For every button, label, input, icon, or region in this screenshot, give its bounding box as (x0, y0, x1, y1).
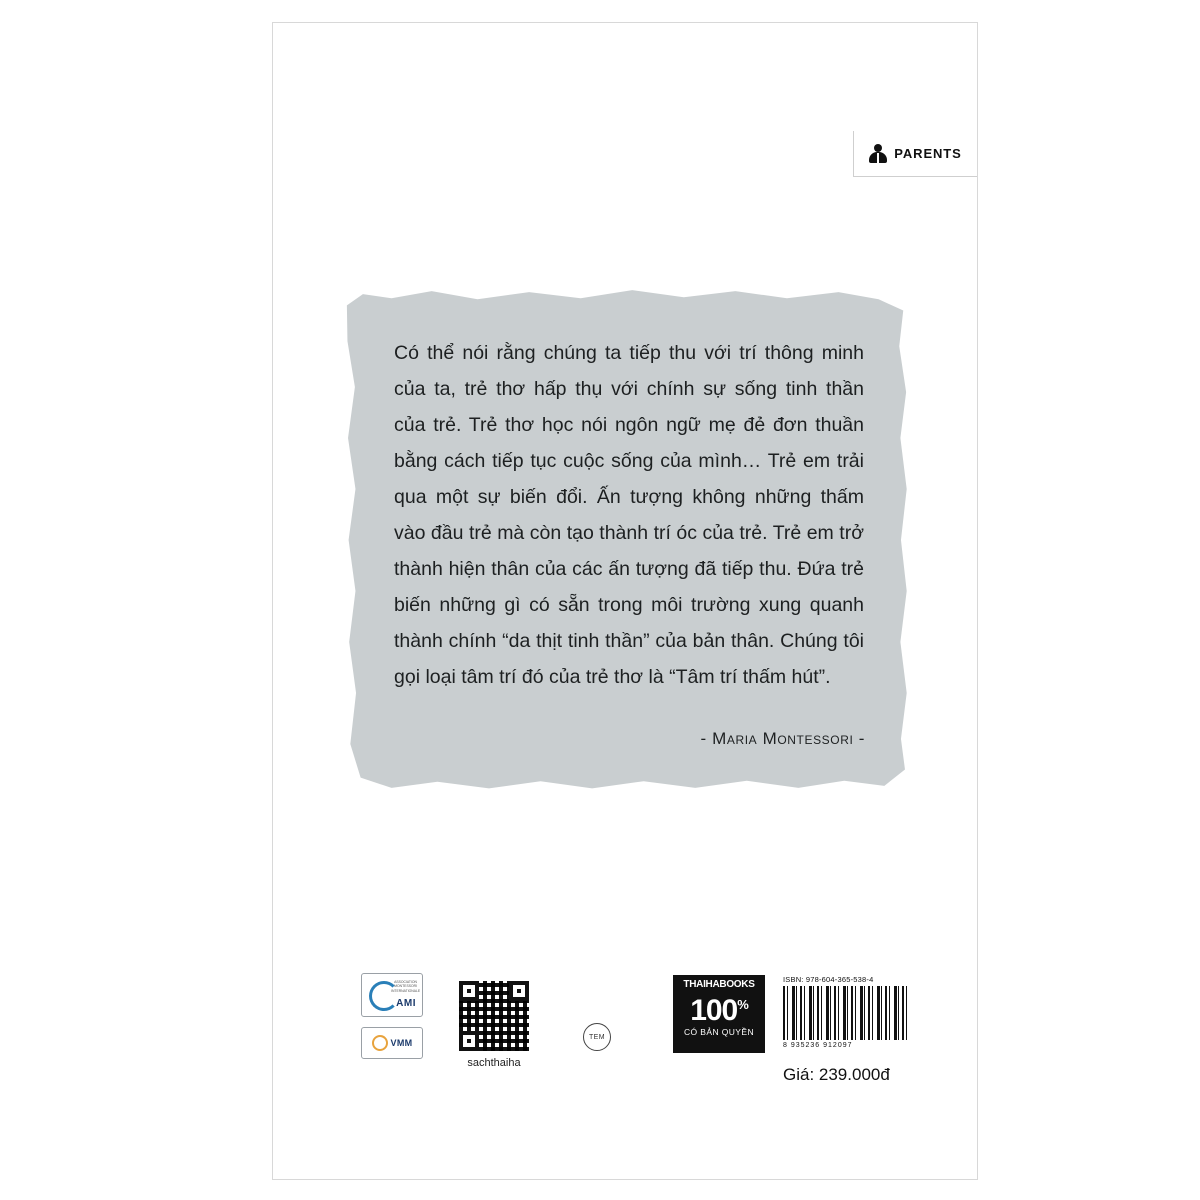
certification-badges (361, 973, 427, 1059)
ami-badge-icon (361, 973, 423, 1017)
qr-caption: sachthaiha (467, 1057, 521, 1069)
price-label: Giá: 239.000đ (783, 1065, 890, 1084)
isbn-text: ISBN: 978-604-365-538-4 (783, 975, 874, 984)
book-back-cover (272, 22, 978, 1180)
imprint-block (853, 131, 977, 177)
vmm-badge-label: VMM (390, 1038, 413, 1048)
tem-seal-icon: TEM (583, 1023, 611, 1051)
copyright-seal (673, 975, 765, 1053)
vmm-badge-icon (361, 1027, 423, 1059)
barcode-digits: 8 935236 912097 (783, 1042, 853, 1049)
copyright-seal-caption: CÓ BẢN QUYỀN (684, 1027, 754, 1037)
parents-mark-icon (869, 144, 887, 164)
qr-block (455, 981, 533, 1069)
copyright-seal-value: 100 (690, 994, 738, 1027)
isbn-block (783, 975, 913, 1049)
footer-strip (273, 953, 977, 1123)
qr-code-icon[interactable] (459, 981, 529, 1051)
ami-badge-label: AMI (396, 998, 416, 1009)
barcode-icon (783, 986, 907, 1040)
quote-text: Có thể nói rằng chúng ta tiếp thu với trí thông minh của ta, trẻ thơ hấp thụ với chính sự sống tinh thần của trẻ. Trẻ thơ học nói ngôn ngữ mẹ đẻ đơn thuần bằng cách tiếp tục cuộc sống của mình… Trẻ em trải qua một sự biến đổi. Ấn tượng không những thấm vào đầu trẻ mà còn tạo thành trí óc của trẻ. Trẻ em trở thành hiện thân của các ấn tượng đã tiếp thu. Đứa trẻ biến những gì có sẵn trong môi trường xung quanh thành chính “da thịt tinh thần” của bản thân. Chúng tôi gọi loại tâm trí đó của trẻ thơ là “Tâm trí thấm hút”. (394, 342, 864, 688)
imprint-label: PARENTS (894, 146, 962, 161)
copyright-seal-unit: % (737, 997, 748, 1012)
quote-attribution: - Maria Montessori - (700, 729, 865, 748)
quote-panel (340, 285, 913, 795)
copyright-seal-brand: THAIHABOOKS (683, 979, 755, 990)
ami-badge-fineprint: ASSOCIATION MONTESSORI INTERNATIONALE (391, 980, 421, 993)
